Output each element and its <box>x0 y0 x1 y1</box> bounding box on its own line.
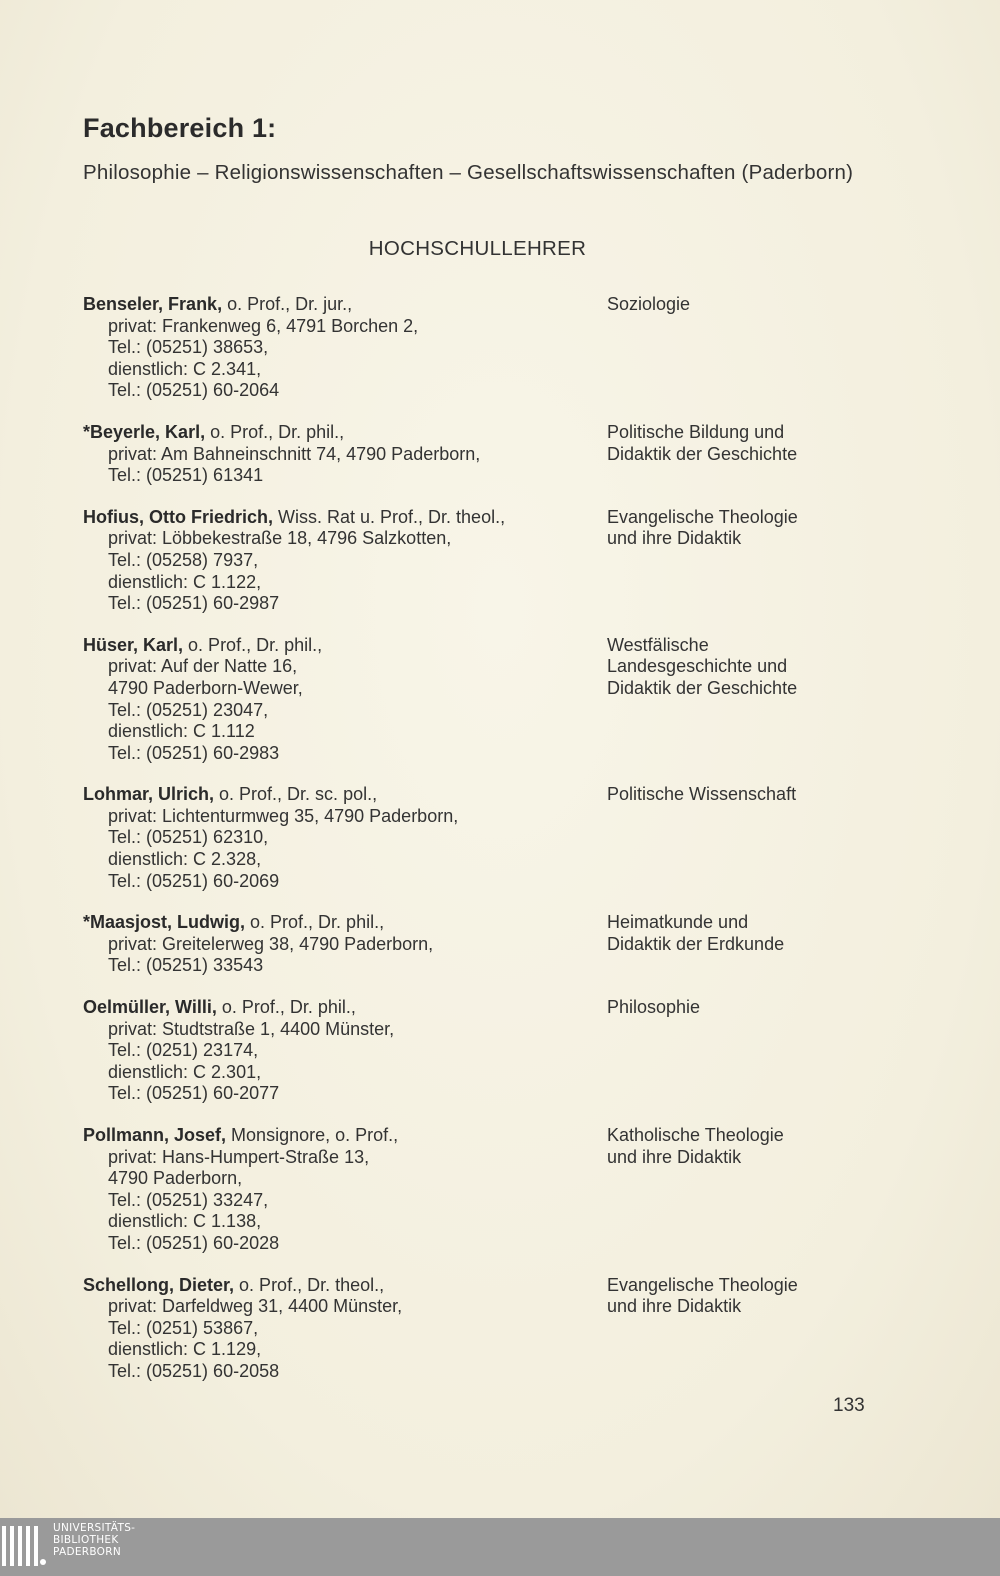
person-detail: Tel.: (0251) 23174, <box>108 1040 259 1061</box>
person-name: Pollmann, Josef, <box>83 1125 227 1145</box>
person-detail: privat: Löbbekestraße 18, 4796 Salzkotten, <box>108 528 452 549</box>
library-logo <box>0 1520 160 1574</box>
person-title: Wiss. Rat u. Prof., Dr. theol., <box>273 506 506 527</box>
person-detail: Tel.: (05251) 62310, <box>108 827 269 848</box>
person-detail: privat: Am Bahneinschnitt 74, 4790 Paderborn, <box>108 443 481 464</box>
person-title: o. Prof., Dr. theol., <box>234 1274 385 1295</box>
subject-line: Evangelische Theologie <box>607 506 798 527</box>
library-logo-text: UNIVERSITÄTS- BIBLIOTHEK PADERBORN <box>53 1522 136 1558</box>
person-detail: Tel.: (05251) 61341 <box>108 465 264 486</box>
subject-area <box>607 997 887 1019</box>
subject-line: Didaktik der Geschichte <box>607 443 798 464</box>
person-detail: privat: Auf der Natte 16, <box>108 656 298 677</box>
faculty-subtitle: Philosophie – Religionswissenschaften – Gesellschaftswissenschaften (Paderborn) <box>83 161 854 184</box>
list-item <box>83 507 883 615</box>
person-detail: dienstlich: C 1.112 <box>108 721 255 742</box>
person-detail: Tel.: (05251) 60-2077 <box>108 1083 280 1104</box>
person-detail: Tel.: (05251) 33543 <box>108 955 264 976</box>
person-name: Benseler, Frank, <box>83 294 223 314</box>
person-detail: privat: Greitelerweg 38, 4790 Paderborn, <box>108 933 434 954</box>
section-title: HOCHSCHULLEHRER <box>368 237 587 260</box>
person-detail: Tel.: (05251) 60-2987 <box>108 593 280 614</box>
person-detail: Tel.: (05251) 60-2069 <box>108 870 280 891</box>
person-title: o. Prof., Dr. jur., <box>222 294 353 314</box>
subject-line: Katholische Theologie <box>607 1125 784 1145</box>
subject-line: und ihre Didaktik <box>607 1296 742 1317</box>
list-item <box>83 635 883 765</box>
person-title: o. Prof., Dr. phil., <box>183 634 323 655</box>
page-heading: Fachbereich 1: <box>83 113 277 143</box>
person-detail: privat: Frankenweg 6, 4791 Borchen 2, <box>108 315 419 336</box>
person-detail: dienstlich: C 2.328, <box>108 849 262 870</box>
subject-area <box>607 784 887 806</box>
person-detail: Tel.: (05251) 60-2064 <box>108 380 280 401</box>
person-detail: privat: Lichtenturmweg 35, 4790 Paderborn, <box>108 805 459 826</box>
list-item <box>83 1275 883 1383</box>
page-number: 133 <box>833 1395 865 1416</box>
library-footer-bar <box>0 1518 1000 1576</box>
person-detail: 4790 Paderborn, <box>108 1168 243 1189</box>
subject-line: Landesgeschichte und <box>607 656 788 677</box>
person-detail: dienstlich: C 2.301, <box>108 1061 262 1082</box>
person-detail: Tel.: (05251) 60-2028 <box>108 1232 280 1253</box>
person-title: o. Prof., Dr. phil., <box>216 997 356 1018</box>
person-block <box>83 997 603 1105</box>
person-detail: privat: Darfeldweg 31, 4400 Münster, <box>108 1296 403 1317</box>
person-detail: 4790 Paderborn-Wewer, <box>108 677 303 698</box>
person-title: o. Prof., Dr. sc. pol., <box>214 784 378 805</box>
person-detail: dienstlich: C 1.129, <box>108 1339 262 1360</box>
person-detail: privat: Studtstraße 1, 4400 Münster, <box>108 1018 395 1039</box>
person-detail: privat: Hans-Humpert-Straße 13, <box>108 1146 370 1167</box>
list-item <box>83 997 883 1105</box>
subject-area <box>607 912 887 955</box>
subject-line: und ihre Didaktik <box>607 1146 742 1167</box>
person-block <box>83 784 603 892</box>
person-name: Hofius, Otto Friedrich, <box>83 506 274 527</box>
person-detail: dienstlich: C 1.138, <box>108 1211 262 1232</box>
person-name: *Maasjost, Ludwig, <box>83 912 246 933</box>
person-name: *Beyerle, Karl, <box>83 421 206 442</box>
subject-area <box>607 635 887 700</box>
person-detail: Tel.: (0251) 53867, <box>108 1317 259 1338</box>
person-detail: dienstlich: C 2.341, <box>108 358 262 379</box>
person-block <box>83 507 603 615</box>
person-name: Hüser, Karl, <box>83 634 184 655</box>
person-name: Oelmüller, Willi, <box>83 997 217 1018</box>
person-title: o. Prof., Dr. phil., <box>245 912 385 933</box>
person-title: o. Prof., Dr. phil., <box>205 421 345 442</box>
subject-line: und ihre Didaktik <box>607 528 742 549</box>
person-name: Lohmar, Ulrich, <box>83 784 215 805</box>
subject-line: Philosophie <box>607 997 701 1018</box>
subject-line: Evangelische Theologie <box>607 1274 798 1295</box>
subject-area <box>607 1275 887 1318</box>
list-item <box>83 1125 883 1255</box>
person-block <box>83 422 603 487</box>
subject-line: Politische Wissenschaft <box>607 784 797 805</box>
person-detail: Tel.: (05251) 60-2058 <box>108 1360 280 1381</box>
subject-line: Didaktik der Erdkunde <box>607 933 785 954</box>
person-block <box>83 1125 603 1255</box>
subject-line: Westfälische <box>607 634 709 655</box>
faculty-list <box>83 294 883 1403</box>
list-item <box>83 912 883 977</box>
subject-line: Soziologie <box>607 294 691 314</box>
subject-area <box>607 422 887 465</box>
subject-area <box>607 1125 887 1168</box>
subject-line: Heimatkunde und <box>607 912 749 933</box>
list-item <box>83 422 883 487</box>
list-item <box>83 784 883 892</box>
barcode-lines-icon <box>2 1524 48 1568</box>
person-block <box>83 912 603 977</box>
person-detail: dienstlich: C 1.122, <box>108 571 262 592</box>
person-detail: Tel.: (05251) 23047, <box>108 699 269 720</box>
person-detail: Tel.: (05251) 38653, <box>108 337 269 358</box>
person-name: Schellong, Dieter, <box>83 1274 235 1295</box>
subject-line: Didaktik der Geschichte <box>607 677 798 698</box>
person-detail: Tel.: (05251) 33247, <box>108 1189 269 1210</box>
person-block <box>83 1275 603 1383</box>
person-detail: Tel.: (05251) 60-2983 <box>108 742 280 763</box>
list-item <box>83 294 883 402</box>
subject-area <box>607 294 887 316</box>
person-title: Monsignore, o. Prof., <box>226 1125 399 1145</box>
person-block <box>83 294 603 402</box>
person-block <box>83 635 603 765</box>
person-detail: Tel.: (05258) 7937, <box>108 549 259 570</box>
subject-area <box>607 507 887 550</box>
subject-line: Politische Bildung und <box>607 421 785 442</box>
